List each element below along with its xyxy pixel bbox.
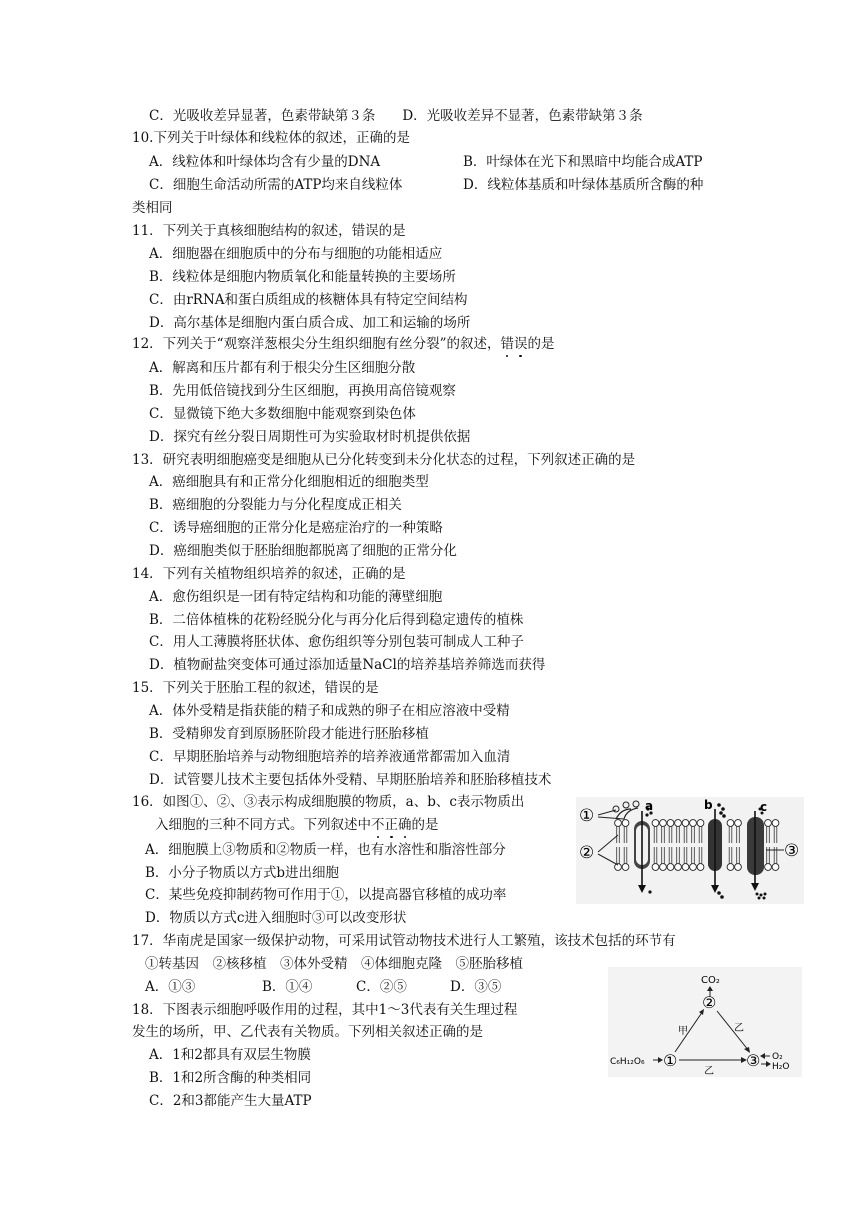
q18-option-a: A．1和2都具有双层生物膜	[149, 1047, 311, 1063]
q10-option-a: A．线粒体和叶绿体均含有少量的DNA	[149, 154, 381, 170]
q16-stem-end: 的是	[411, 817, 439, 833]
q16-stem: 16．如图①、②、③表示构成细胞膜的物质，a、b、c表示物质出	[132, 794, 525, 810]
phospholipid-head	[660, 820, 667, 827]
emphasis-char: 不	[371, 817, 385, 833]
q15-option-a: A．体外受精是指获能的精子和成熟的卵子在相应溶液中受精	[149, 703, 510, 719]
respiration-figure	[608, 967, 802, 1077]
phospholipid-head	[615, 820, 622, 827]
phospholipid-head	[727, 820, 734, 827]
q13-option-d: D．癌细胞类似于胚胎细胞都脱离了细胞的正常分化	[149, 543, 457, 559]
pathway-label-b: b	[704, 798, 713, 812]
substance-yi-label: 乙	[734, 1023, 744, 1034]
q18-stem: 18．下图表示细胞呼吸作用的过程，其中1～3代表有关生理过程	[132, 1002, 518, 1018]
phospholipid-head	[690, 820, 697, 827]
q11-option-a: A．细胞器在细胞质中的分布与细胞的功能相适应	[149, 246, 443, 262]
q10-option-c: C．细胞生命活动所需的ATP均来自线粒体	[149, 177, 403, 193]
q16-option-d: D．物质以方式c进入细胞时③可以改变形状	[145, 910, 407, 926]
q14-option-c: C．用人工薄膜将胚状体、愈伤组织等分别包装可制成人工种子	[149, 634, 524, 650]
q11-option-d: D．高尔基体是细胞内蛋白质合成、加工和运输的场所	[149, 315, 471, 331]
phospholipid-head	[652, 820, 659, 827]
cell-membrane-figure	[576, 797, 804, 904]
q15-option-b: B．受精卵发育到原肠胚阶段才能进行胚胎移植	[149, 726, 429, 742]
q13-option-b: B．癌细胞的分裂能力与分化程度成正相关	[149, 497, 402, 513]
q15-option-c: C．早期胚胎培养与动物细胞培养的培养液通常都需加入血清	[149, 749, 511, 765]
phospholipid-head	[622, 820, 629, 827]
phospholipid-head	[727, 864, 734, 871]
q11-option-b: B．线粒体是细胞内物质氧化和能量转换的主要场所	[149, 269, 456, 285]
q14-option-a: A．愈伤组织是一团有特定结构和功能的薄壁细胞	[149, 589, 443, 605]
membrane-label-3: ③	[784, 841, 800, 861]
emphasis-char: 确	[398, 817, 412, 833]
q16-option-c: C．某些免疫抑制药物可作用于①，以提高器官移植的成功率	[145, 887, 507, 903]
q13-option-c: C．诱导癌细胞的正常分化是癌症治疗的一种策略	[149, 520, 443, 536]
membrane-label-1: ①	[579, 806, 595, 826]
q12-option-d: D．探究有丝分裂日周期性可为实验取材时机提供依据	[149, 429, 471, 445]
q12-option-b: B．先用低倍镜找到分生区细胞，再换用高倍镜观察	[149, 383, 456, 399]
phospholipid-head	[765, 820, 772, 827]
q10-option-d: D．线粒体基质和叶绿体基质所含酶的种	[463, 177, 704, 193]
q11-stem: 11．下列关于真核细胞结构的叙述，错误的是	[132, 223, 406, 239]
phospholipid-head	[682, 864, 689, 871]
q11-option-c: C．由rRNA和蛋白质组成的核糖体具有特定空间结构	[149, 292, 468, 308]
q17-option-a: A．①③	[145, 979, 196, 995]
substance-yi-bottom-label: 乙	[704, 1066, 714, 1077]
phospholipid-head	[622, 864, 629, 871]
pathway-label-c: c	[760, 800, 768, 814]
q12-option-c: C．显微镜下绝大多数细胞中能观察到染色体	[149, 406, 416, 422]
phospholipid-head	[735, 820, 742, 827]
phospholipid-head	[675, 820, 682, 827]
q13-option-a: A．癌细胞具有和正常分化细胞相近的细胞类型	[149, 474, 429, 490]
phospholipid-head	[682, 820, 689, 827]
membrane-label-2: ②	[579, 843, 595, 863]
phospholipid-head	[690, 864, 697, 871]
q15-option-d: D．试管婴儿技术主要包括体外受精、早期胚胎培养和胚胎移植技术	[149, 772, 552, 788]
q12-stem-text: 12．下列关于“观察洋葱根尖分生组织细胞有丝分裂”的叙述，	[132, 336, 501, 352]
q15-stem: 15．下列关于胚胎工程的叙述，错误的是	[132, 680, 379, 696]
q10-stem: 10.下列关于叶绿体和线粒体的叙述，正确的是	[132, 130, 410, 146]
q12-stem	[132, 335, 554, 353]
phospholipid-head	[697, 820, 704, 827]
o2-label: O₂	[772, 1052, 783, 1062]
q16-option-a: A．细胞膜上③物质和②物质一样，也有水溶性和脂溶性部分	[145, 842, 506, 858]
q12-option-a: A．解离和压片都有利于根尖分生区细胞分散	[149, 360, 416, 376]
q14-option-d: D．植物耐盐突变体可通过添加适量NaCl的培养基培养筛选而获得	[149, 657, 546, 673]
q17-stem: 17．华南虎是国家一级保护动物，可采用试管动物技术进行人工繁殖，该技术包括的环节有	[132, 933, 676, 949]
site-2-label: ②	[702, 993, 717, 1012]
q17-option-c: C．②⑤	[356, 979, 407, 995]
phospholipid-head	[667, 820, 674, 827]
q16-stem-text: 入细胞的三种不同方式。下列叙述中	[155, 817, 371, 833]
phospholipid-head	[652, 864, 659, 871]
emphasis-char: 错	[500, 336, 514, 352]
phospholipid-head	[772, 820, 779, 827]
q17-items: ①转基因 ②核移植 ③体外受精 ④体细胞克隆 ⑤胚胎移植	[145, 956, 523, 972]
substance-jia-label: 甲	[678, 1026, 688, 1037]
q18-option-b: B．1和2所含酶的种类相同	[149, 1070, 312, 1086]
co2-label: CO₂	[701, 975, 720, 986]
q18-stem-cont: 发生的场所，甲、乙代表有关物质。下列相关叙述正确的是	[132, 1024, 483, 1040]
q10-option-b: B．叶绿体在光下和黑暗中均能合成ATP	[463, 154, 703, 170]
phospholipid-head	[735, 864, 742, 871]
q18-option-c: C．2和3都能产生大量ATP	[149, 1093, 312, 1109]
site-1-label: ①	[663, 1051, 678, 1070]
h2o-label: H₂O	[772, 1062, 790, 1072]
phospholipid-head	[765, 864, 772, 871]
q9-options-cd: C．光吸收差异显著，色素带缺第３条 D．光吸收差异不显著，色素带缺第３条	[149, 108, 643, 124]
emphasis-char: 误	[513, 336, 528, 352]
phospholipid-head	[675, 864, 682, 871]
q14-option-b: B．二倍体植株的花粉经脱分化与再分化后得到稳定遗传的植株	[149, 612, 524, 628]
pathway-label-a: a	[645, 799, 654, 813]
glucose-label: C₆H₁₂O₆	[610, 1057, 645, 1067]
q16-stem-cont	[155, 816, 439, 834]
phospholipid-head	[660, 864, 667, 871]
q13-stem: 13．研究表明细胞癌变是细胞从已分化转变到未分化状态的过程，下列叙述正确的是	[132, 452, 636, 468]
q14-stem: 14．下列有关植物组织培养的叙述，正确的是	[132, 566, 406, 582]
q16-option-b: B．小分子物质以方式b进出细胞	[145, 865, 340, 881]
q17-option-b: B．①④	[262, 979, 313, 995]
q17-option-d: D．③⑤	[450, 979, 502, 995]
emphasis-char: 正	[384, 817, 398, 833]
phospholipid-head	[772, 864, 779, 871]
site-3-label: ③	[746, 1051, 761, 1070]
q10-option-d-cont: 类相同	[132, 200, 173, 216]
phospholipid-head	[697, 864, 704, 871]
phospholipid-head	[667, 864, 674, 871]
q12-stem-end: 的是	[527, 336, 555, 352]
